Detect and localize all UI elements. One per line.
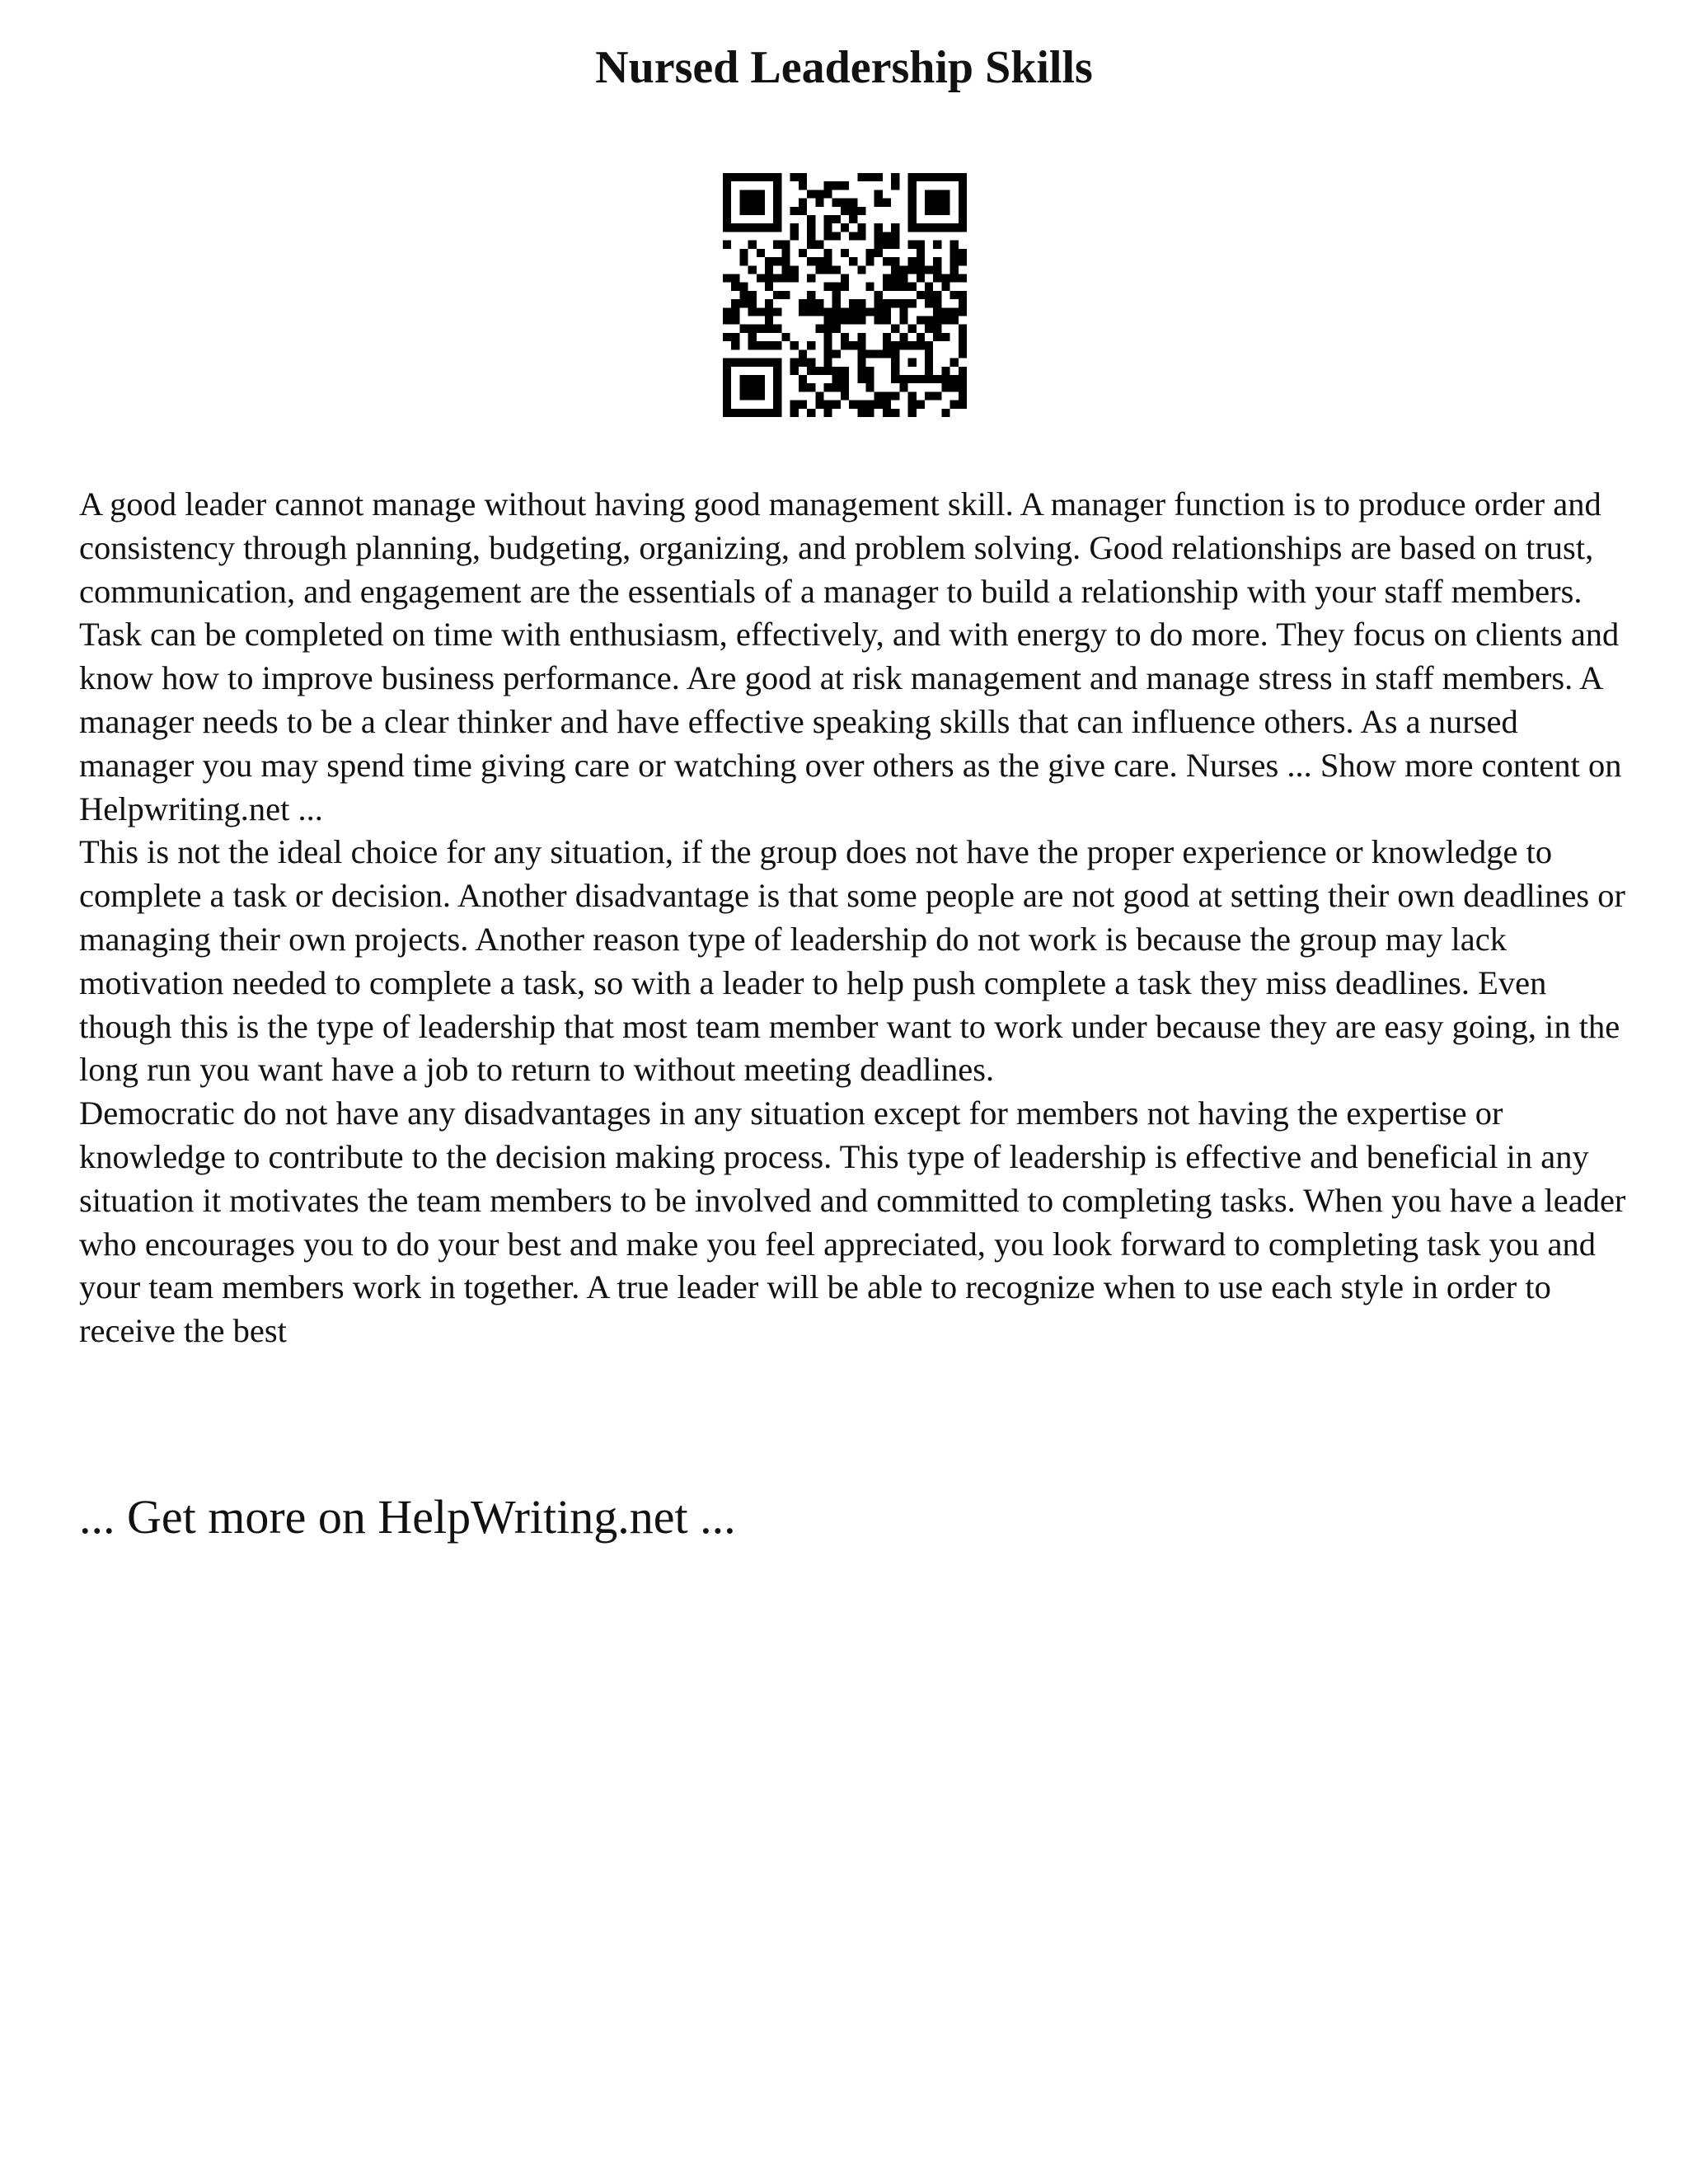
paragraph: A good leader cannot manage without having good management skill. A manager function is to produce order and consistency through planning, budgeting, organizing, and problem solving. Good relationships are based on trust, communication, and engagement are the essentials of a manager to build a relationship with your staff members. Task can be completed on time with enthusiasm, effectively, and with energy to do more. They focus on clients and know how to improve business performance. Are good at risk management and manage stress in staff members. A manager needs to be a clear thinker and have effective speaking skills that can influence others. As a nursed manager you may spend time giving care or watching over others as the give care. Nurses ... Show more content on Helpwriting.net ... [79, 485, 1622, 827]
qr-code-icon [723, 173, 967, 417]
page-title: Nursed Leadership Skills [595, 42, 1093, 93]
article-body [79, 483, 1629, 1353]
get-more-link[interactable]: ... Get more on HelpWriting.net ... [79, 1490, 736, 1544]
paragraph: Democratic do not have any disadvantages in any situation except for members not having the expertise or knowledge to contribute to the decision making process. This type of leadership is effective and beneficial in any situation it motivates the team members to be involved and committed to completing tasks. When you have a leader who encourages you to do your best and make you feel appreciated, you look forward to completing task you and your team members work in together. A true leader will be able to recognize when to use each style in order to receive the best [79, 1094, 1626, 1350]
paragraph: This is not the ideal choice for any situation, if the group does not have the proper experience or knowledge to complete a task or decision. Another disadvantage is that some people are not good at setting their own deadlines or managing their own projects. Another reason type of leadership do not work is because the group may lack motivation needed to complete a task, so with a leader to help push complete a task they miss deadlines. Even though this is the type of leadership that most team member want to work under because they are easy going, in the long run you want have a job to return to without meeting deadlines. [79, 833, 1625, 1089]
